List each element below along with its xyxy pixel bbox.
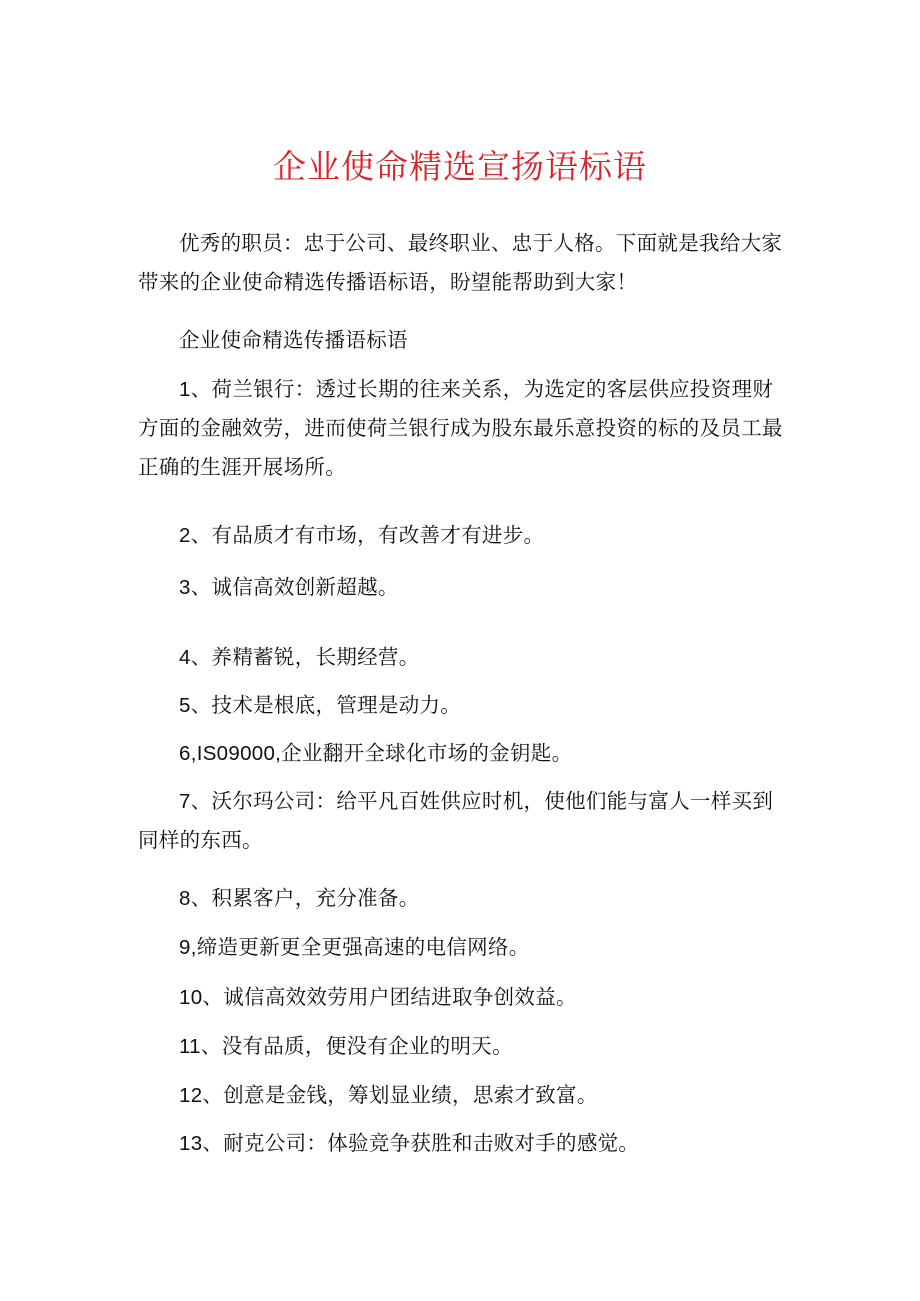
item-number: 10 — [179, 986, 203, 1009]
list-item — [138, 516, 790, 555]
item-separator: 、 — [202, 1083, 224, 1107]
list-item — [138, 686, 790, 725]
list-item — [138, 782, 790, 860]
item-separator: 、 — [202, 1131, 224, 1155]
item-separator: 、 — [190, 645, 212, 669]
item-text: 诚信高效效劳用户团结进取争创效益。 — [223, 985, 577, 1009]
list-item — [138, 1027, 790, 1066]
item-separator: 、 — [190, 377, 212, 401]
item-text: 诚信高效创新超越。 — [211, 575, 399, 599]
item-number: 9, — [179, 936, 197, 959]
item-number: 1 — [179, 378, 191, 401]
item-text: 缔造更新更全更强高速的电信网络。 — [196, 935, 530, 959]
list-item — [138, 879, 790, 918]
list-item — [138, 928, 790, 967]
item-number: 7 — [179, 790, 191, 813]
item-separator: 、 — [190, 886, 212, 910]
item-text: 创意是金钱，筹划显业绩，思索才致富。 — [223, 1083, 598, 1107]
item-text: 有品质才有市场，有改善才有进步。 — [211, 523, 545, 547]
list-item — [138, 638, 790, 677]
list-item — [138, 370, 790, 487]
item-text: 积累客户，充分准备。 — [211, 886, 420, 910]
item-separator: 、 — [200, 1034, 222, 1058]
list-item — [138, 1124, 790, 1163]
subheading: 企业使命精选传播语标语 — [179, 328, 408, 352]
item-number: 2 — [179, 524, 191, 547]
item-number: 13 — [179, 1132, 203, 1155]
item-text: 没有品质，便没有企业的明天。 — [221, 1034, 513, 1058]
item-number: 12 — [179, 1084, 203, 1107]
item-text: 沃尔玛公司：给平凡百姓供应时机，使他们能与富人一样买到同样的东西。 — [138, 789, 774, 852]
item-text: 荷兰银行：透过长期的往来关系，为选定的客层供应投资理财方面的金融效劳，进而使荷兰银行成为股东最乐意投资的标的及员工最正确的生涯开展场所。 — [138, 377, 783, 479]
item-number: 11 — [179, 1035, 201, 1058]
item-separator: 、 — [190, 789, 212, 813]
item-number: 5 — [179, 694, 191, 717]
item-text: 养精蓄锐，长期经营。 — [211, 645, 420, 669]
item-number: 8 — [179, 887, 191, 910]
item-text: 耐克公司：体验竞争获胜和击败对手的感觉。 — [223, 1131, 640, 1155]
intro-paragraph: 优秀的职员：忠于公司、最终职业、忠于人格。下面就是我给大家带来的企业使命精选传播语标语，盼望能帮助到大家！ — [138, 231, 783, 294]
item-separator: 、 — [202, 985, 224, 1009]
item-number: 3 — [179, 576, 191, 599]
list-item — [138, 734, 790, 773]
item-number: 4 — [179, 646, 191, 669]
item-separator: 、 — [190, 575, 212, 599]
page-title: 企业使命精选宣扬语标语 — [273, 147, 647, 186]
item-separator: 、 — [190, 523, 212, 547]
list-item — [138, 978, 790, 1017]
item-text: 技术是根底，管理是动力。 — [211, 693, 462, 717]
item-separator: 、 — [190, 693, 212, 717]
item-number: 6,IS09000, — [179, 742, 282, 765]
item-text: 企业翻开全球化市场的金钥匙。 — [281, 741, 573, 765]
list-item — [138, 1076, 790, 1115]
list-item — [138, 568, 790, 607]
